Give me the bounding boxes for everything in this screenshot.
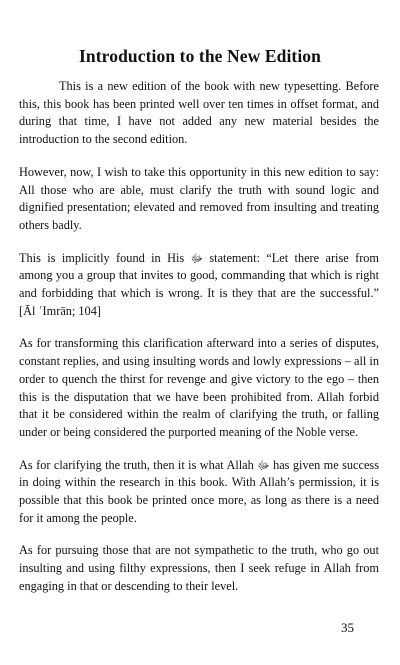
paragraph-3 [19,250,379,321]
paragraph-5 [19,457,379,528]
paragraph-5-text-after: has given me success in doing within the research in this book. With Allah’s permission, it is possible that this book be printed once more, as long as there is a need for it among the people. [19,457,379,525]
page-number: 35 [341,620,354,635]
paragraph-6: As for pursuing those that are not sympathetic to the truth, who go out insulting and using filthy expressions, then I seek refuge in Allah from engaging in that or descending to their level. [19,543,379,593]
paragraph-1: This is a new edition of the book with new typesetting. Before this, this book has been printed well over ten times in offset format, and during that time, I have not added any new material besides the introduction to the second edition. [19,79,379,147]
paragraph-2: However, now, I wish to take this opportunity in this new edition to say: All those who are able, must clarify the truth with sound logic and dignified presentation; elevated and removed from insulting and treating others badly. [19,164,379,232]
honorific-glyph: ﷻ [257,458,270,472]
paragraph-3-text-after: statement: “Let there arise from among you a group that invites to good, commanding that which is right and forbidding that which is wrong. It is they that are the successful.” [Āl ʿImrān; 104] [19,250,379,318]
body-text [19,78,379,611]
paragraph-3-text-before: This is implicitly found in His [19,250,191,265]
paragraph-4: As for transforming this clarification afterward into a series of disputes, constant replies, and using insulting words and lowly expressions – all in order to quench the thirst for revenge and give victory to the ego – then this is the disputation that we have been prohibited from. Allah forbid that it be considered within the realm of clarifying the truth, or falling under or being considered the purported meaning of the Noble verse. [19,336,379,439]
page-title: Introduction to the New Edition [79,46,321,66]
paragraph-5-text-before: As for clarifying the truth, then it is what Allah [19,457,258,472]
honorific-glyph: ﷻ [190,251,203,265]
